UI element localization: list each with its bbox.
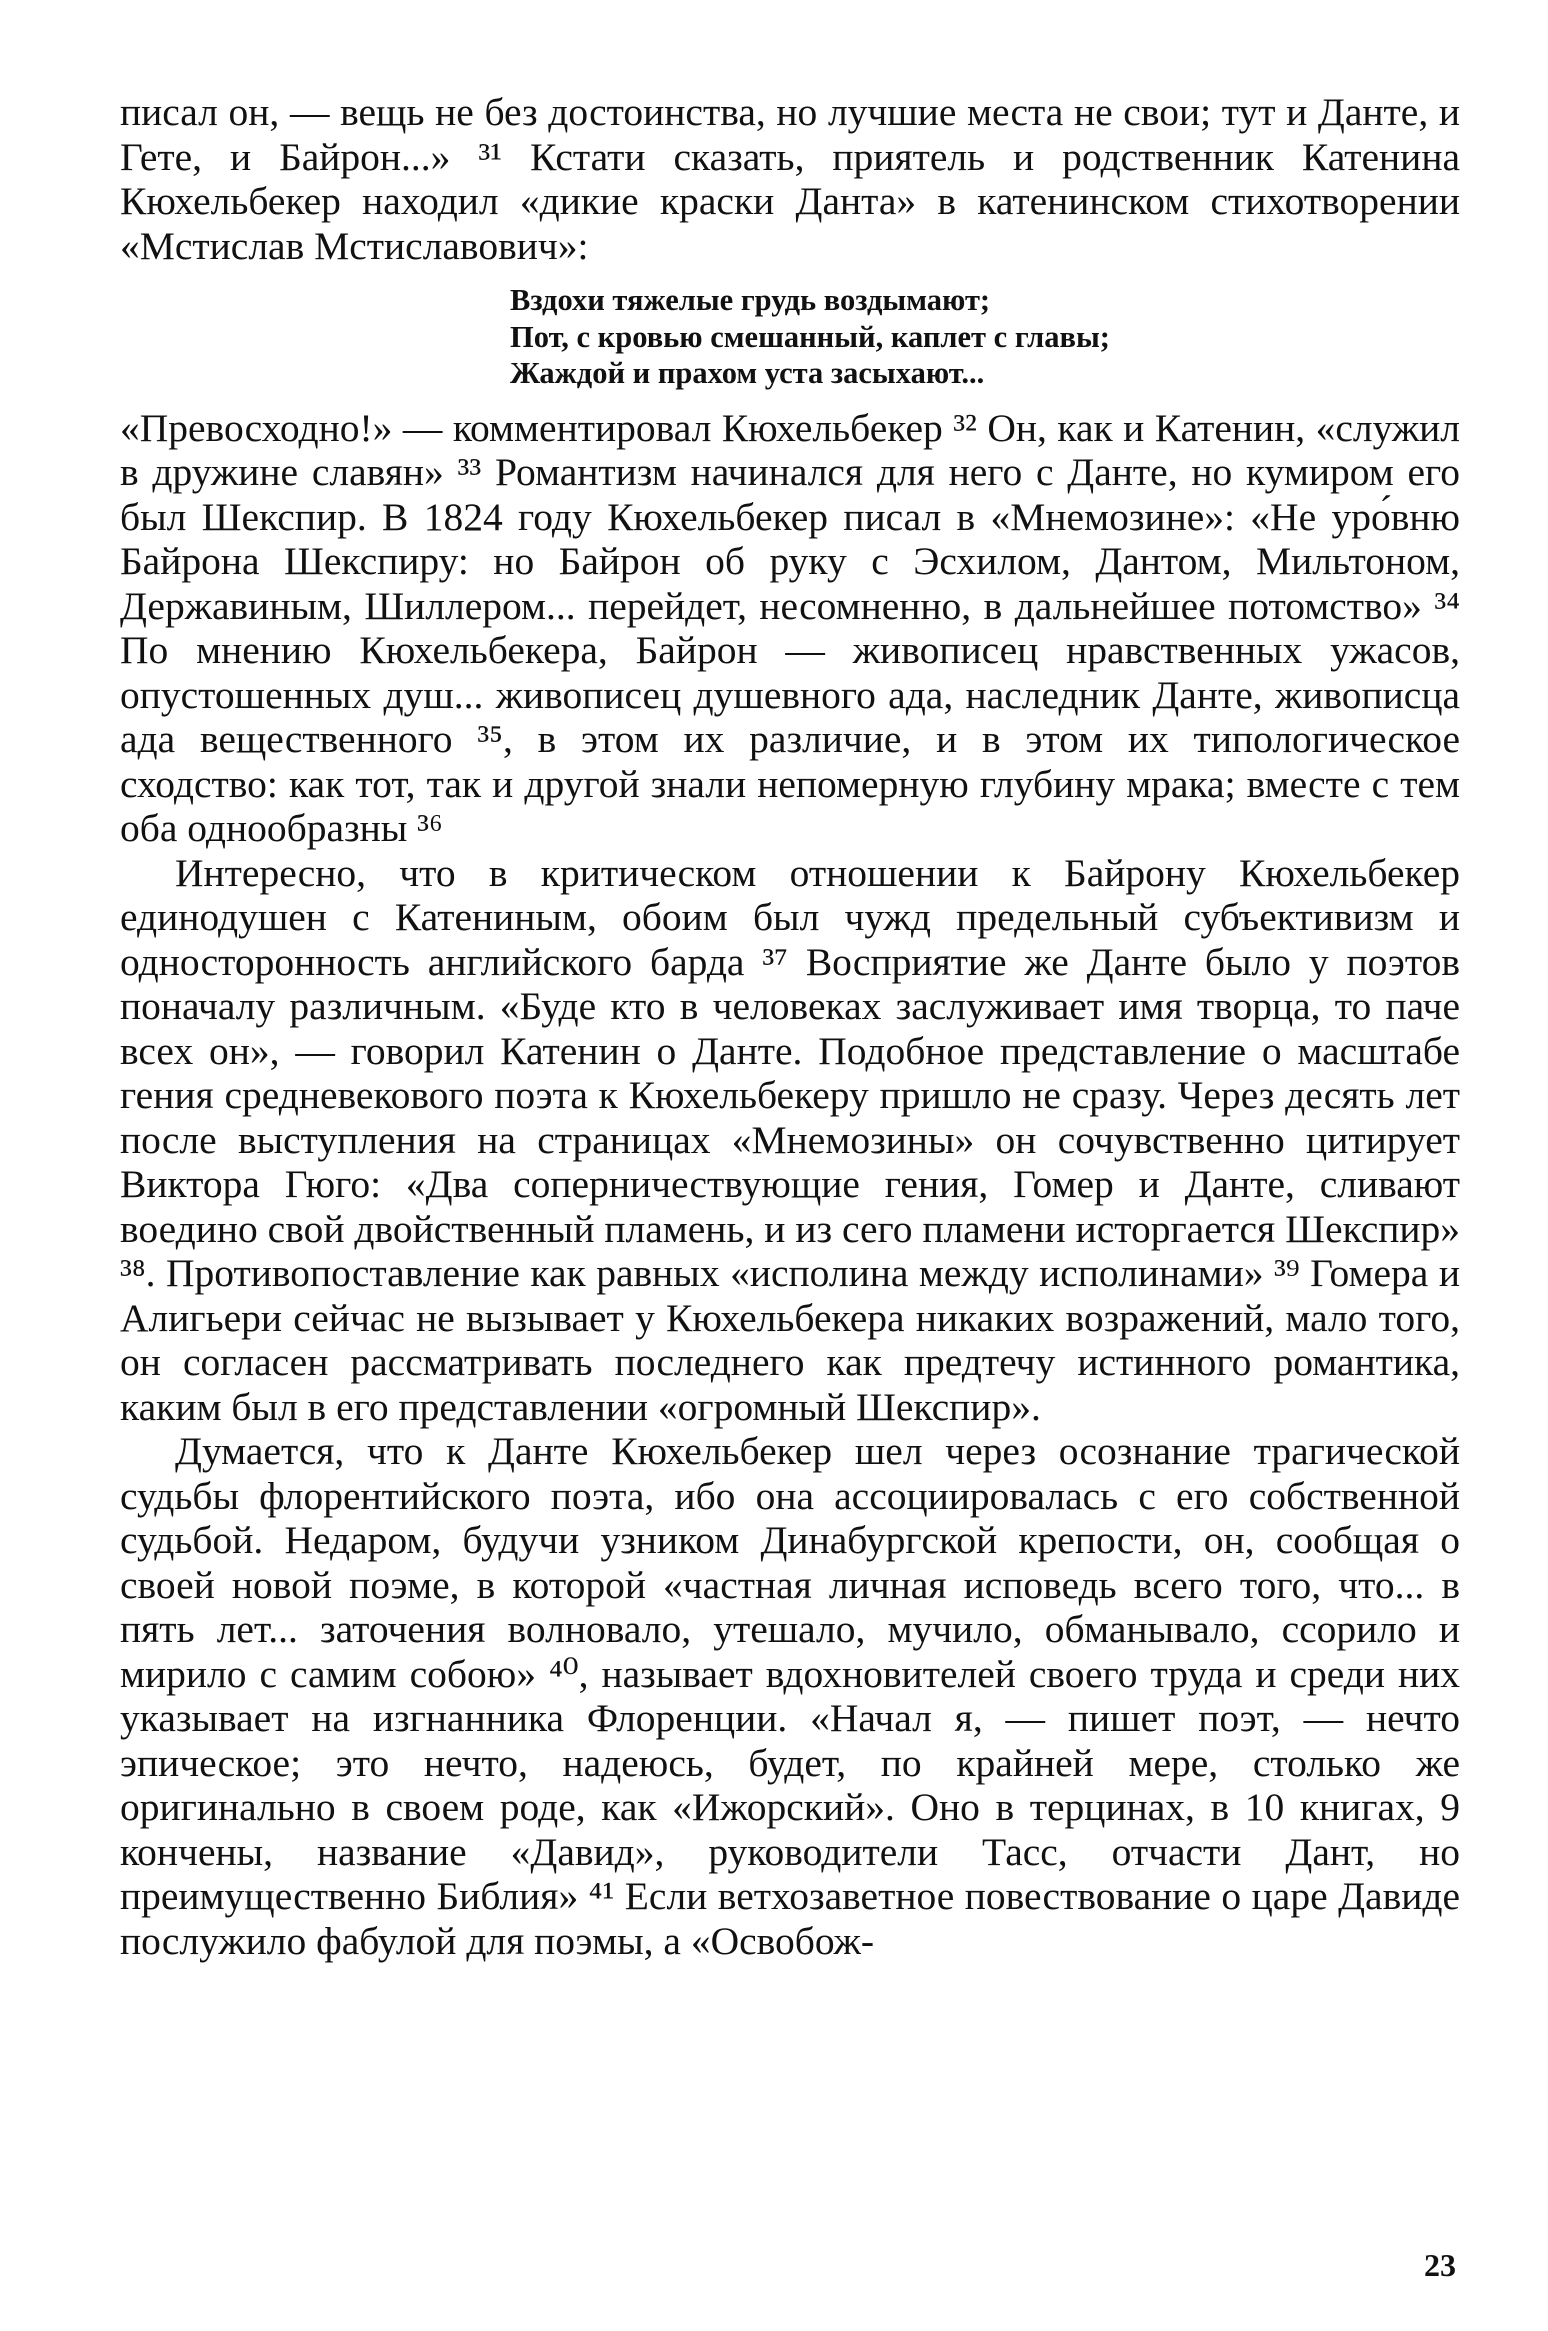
paragraph-4: Думается, что к Данте Кюхельбекер шел через осознание трагической судьбы флорентийского поэта, ибо она ассоциировалась с его собственной судьбой. Недаром, будучи узником Динабургской крепости, он, сообщая о своей новой поэме, в которой «частная личная исповедь всего того, что... в пять лет... заточения волновало, утешало, мучило, обманывало, ссорило и мирило с самим собою» ⁴⁰, называет вдохновителей своего труда и среди них указывает на изгнанника Флоренции. «Начал я, — пишет поэт, — нечто эпическое; это нечто, надеюсь, будет, по крайней мере, столько же оригинально в своем роде, как «Ижорский». Оно в терцинах, в 10 книгах, 9 кончены, название «Давид», руководители Тасс, отчасти Дант, но преимущественно Библия» ⁴¹ Если ветхозаветное повествование о царе Давиде послужило фабулой для поэмы, а «Освобож- [120,1429,1460,1963]
verse-line-2: Пот, с кровью смешанный, каплет с главы; [510,319,1110,354]
paragraph-3: Интересно, что в критическом отношении к Байрону Кюхельбекер единодушен с Катениным, обоим был чужд предельный субъективизм и односторонность английского барда ³⁷ Восприятие же Данте было у поэтов поначалу различным. «Буде кто в человеках заслуживает имя творца, то паче всех он», — говорил Катенин о Данте. Подобное представление о масштабе гения средневекового поэта к Кюхельбекеру пришло не сразу. Через десять лет после выступления на страницах «Мнемозины» он сочувственно цитирует Виктора Гюго: «Два соперничествующие гения, Гомер и Данте, сливают воедино свой двойственный пламень, и из сего пламени исторгается Шекспир» ³⁸. Противопоставление как равных «исполина между исполинами» ³⁹ Гомера и Алигьери сейчас не вызывает у Кюхельбекера никаких возражений, мало того, он согласен рассматривать последнего как предтечу истинного романтика, каким был в его представлении «огромный Шекспир». [120,850,1460,1429]
verse-line-1: Вздохи тяжелые грудь воздымают; [510,283,991,317]
page-number: 23 [1424,2247,1456,2283]
page-body [120,90,1460,1963]
paragraph-1: писал он, — вещь не без достоинства, но лучшие места не свои; тут и Данте, и Гете, и Байрон...» ³¹ Кстати сказать, приятель и родственник Катенина Кюхельбекер находил «дикие краски Данта» в катенинском стихотворении «Мстислав Мстиславович»: [120,90,1460,268]
verse-quote [510,282,1460,392]
paragraph-2: «Превосходно!» — комментировал Кюхельбекер ³² Он, как и Катенин, «служил в дружине славян» ³³ Романтизм начинался для него с Данте, но кумиром его был Шекспир. В 1824 году Кюхельбекер писал в «Мнемозине»: «Не уро́вню Байрона Шекспиру: но Байрон об руку с Эсхилом, Дантом, Мильтоном, Державиным, Шиллером... перейдет, несомненно, в дальнейшее потомство» ³⁴ По мнению Кюхельбекера, Байрон — живописец нравственных ужасов, опустошенных душ... живописец душевного ада, наследник Данте, живописца ада вещественного ³⁵, в этом их различие, и в этом их типологическое сходство: как тот, так и другой знали непомерную глубину мрака; вместе с тем оба однообразны ³⁶ [120,405,1460,850]
verse-line-3: Жаждой и прахом уста засыхают... [510,356,985,390]
